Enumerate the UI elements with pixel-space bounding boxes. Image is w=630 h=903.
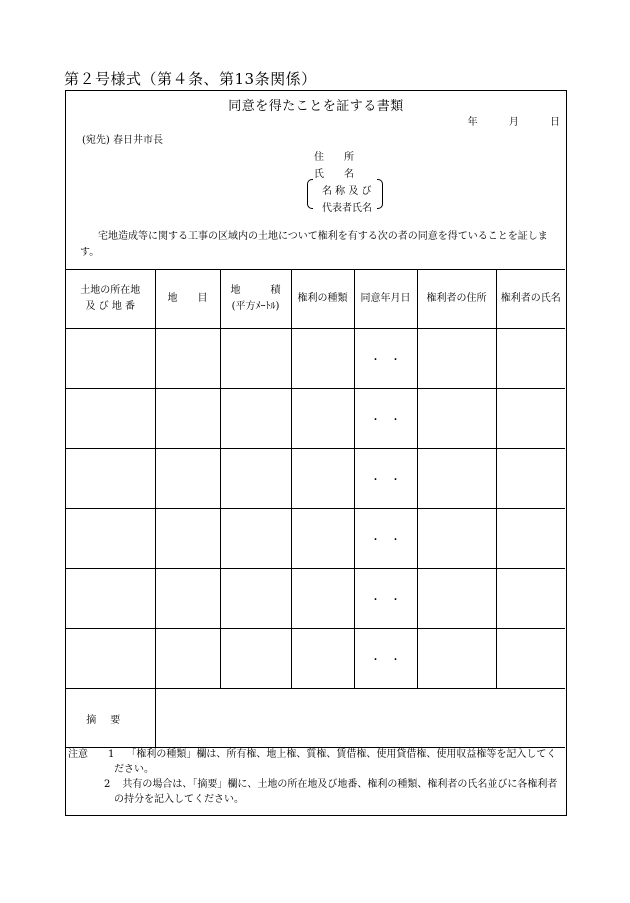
header-location: [66, 270, 155, 329]
consent-date-cell[interactable]: ・ ・: [354, 329, 417, 389]
land-category-cell[interactable]: [155, 389, 220, 449]
table-row: [66, 329, 565, 389]
representative-label: 代表者氏名: [322, 203, 372, 214]
header-holder-name: 権利者の氏名: [496, 270, 565, 329]
note-text: 共有の場合は、「摘要」欄に、土地の所在地及び地番、権利の種類、権利者の氏名並びに各権利者の持分を記入してください。: [114, 779, 558, 805]
addressee: (宛先) 春日井市長: [82, 135, 163, 146]
header-holder-address: 権利者の住所: [417, 270, 496, 329]
note-text: 「権利の種類」欄は、所有権、地上権、質権、賃借権、使用貸借権、使用収益権等を記入してください。: [114, 749, 557, 775]
left-bracket: [307, 179, 313, 209]
land-category-cell[interactable]: [155, 569, 220, 629]
area-cell[interactable]: [220, 569, 291, 629]
notes-section: [66, 747, 562, 807]
consent-form: [65, 90, 567, 816]
location-cell[interactable]: [66, 329, 155, 389]
area-cell[interactable]: [220, 449, 291, 509]
area-cell[interactable]: [220, 329, 291, 389]
address-label-row: [314, 149, 372, 166]
location-cell[interactable]: [66, 389, 155, 449]
consent-statement: 宅地造成等に関する工事の区域内の土地について権利を有する次の者の同意を得ていることを証します。: [80, 231, 548, 258]
right-bracket: [377, 179, 383, 209]
right-type-cell[interactable]: [291, 509, 354, 569]
table-header-row: [66, 270, 565, 329]
notes-heading: 注意: [68, 749, 88, 760]
note-item-2: [66, 777, 562, 807]
header-location-line2: 及 び 地 番: [85, 301, 136, 312]
land-category-cell[interactable]: [155, 449, 220, 509]
holder-name-cell[interactable]: [496, 449, 565, 509]
right-type-cell[interactable]: [291, 449, 354, 509]
name-label-row: [314, 166, 372, 183]
date-line: 年 月 日: [467, 117, 560, 128]
land-category-cell[interactable]: [155, 509, 220, 569]
holder-address-cell[interactable]: [417, 629, 496, 689]
holder-name-cell[interactable]: [496, 329, 565, 389]
location-cell[interactable]: [66, 629, 155, 689]
header-right-type: 権利の種類: [291, 270, 354, 329]
memo-row: [66, 689, 565, 748]
holder-address-cell[interactable]: [417, 329, 496, 389]
holder-address-cell[interactable]: [417, 509, 496, 569]
header-area: [220, 270, 291, 329]
holder-address-cell[interactable]: [417, 569, 496, 629]
consent-date-cell[interactable]: ・ ・: [354, 389, 417, 449]
address-label-2: 所: [344, 152, 354, 163]
consent-date-cell[interactable]: ・ ・: [354, 629, 417, 689]
holder-address-cell[interactable]: [417, 449, 496, 509]
header-area-line2: (平方ﾒｰﾄﾙ): [231, 301, 280, 312]
applicant-block: [314, 149, 372, 217]
right-type-cell[interactable]: [291, 389, 354, 449]
header-consent-date: 同意年月日: [354, 270, 417, 329]
address-label-1: 住: [314, 152, 324, 163]
header-location-line1: 土地の所在地: [80, 285, 141, 296]
right-type-cell[interactable]: [291, 629, 354, 689]
location-cell[interactable]: [66, 569, 155, 629]
right-type-cell[interactable]: [291, 329, 354, 389]
holder-name-cell[interactable]: [496, 509, 565, 569]
consent-date-cell[interactable]: ・ ・: [354, 449, 417, 509]
table-row: [66, 509, 565, 569]
header-land-category: 地 目: [155, 270, 220, 329]
memo-field[interactable]: [155, 689, 565, 748]
consent-date-cell[interactable]: ・ ・: [354, 509, 417, 569]
note-number: 2: [104, 779, 111, 790]
right-type-cell[interactable]: [291, 569, 354, 629]
table-row: [66, 629, 565, 689]
note-item-1: [66, 747, 562, 777]
holder-name-cell[interactable]: [496, 569, 565, 629]
consent-date-cell[interactable]: ・ ・: [354, 569, 417, 629]
consent-table: [66, 269, 565, 748]
note-number: 1: [108, 749, 115, 760]
name-label-2: 名: [344, 169, 354, 180]
header-area-line1: 地 積: [230, 285, 281, 296]
area-cell[interactable]: [220, 629, 291, 689]
form-number: 第２号様式（第４条、第13条関係）: [64, 70, 317, 88]
area-cell[interactable]: [220, 509, 291, 569]
table-row: [66, 389, 565, 449]
land-category-cell[interactable]: [155, 329, 220, 389]
table-row: [66, 449, 565, 509]
name-label-1: 氏: [314, 169, 324, 180]
form-title: 同意を得たことを証する書類: [228, 99, 404, 114]
org-name-label: 名 称 及 び: [322, 186, 372, 197]
holder-name-cell[interactable]: [496, 629, 565, 689]
location-cell[interactable]: [66, 449, 155, 509]
land-category-cell[interactable]: [155, 629, 220, 689]
memo-label: 摘要: [66, 689, 155, 748]
holder-name-cell[interactable]: [496, 389, 565, 449]
location-cell[interactable]: [66, 509, 155, 569]
holder-address-cell[interactable]: [417, 389, 496, 449]
area-cell[interactable]: [220, 389, 291, 449]
table-row: [66, 569, 565, 629]
